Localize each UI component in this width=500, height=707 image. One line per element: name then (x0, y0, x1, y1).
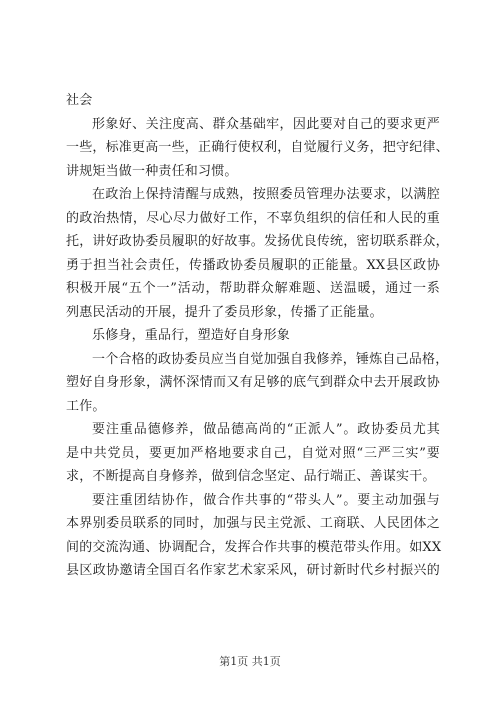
text-line: 形象好、关注度高、群众基础牢，因此要对自己的要求更严 (92, 116, 440, 132)
text-line: 在政治上保持清醒与成熟，按照委员管理办法要求，以满腔 (92, 187, 440, 202)
paragraph-p4 (66, 324, 440, 348)
text-line: 塑好自身形象，满怀深情而又有足够的底气到群众中去开展政协 (66, 375, 440, 390)
text-line: 列惠民活动的开展，提升了委员形象，传播了正能量。 (66, 304, 383, 320)
text-line: 工作。 (66, 398, 106, 414)
paragraph-p2 (66, 113, 449, 184)
text-line: 本界别委员联系的同时，加强与民主党派、工商联、人民团体之 (66, 516, 440, 531)
text-line: 县区政协邀请全国百名作家艺术家采风，研讨新时代乡村振兴的 (66, 563, 440, 578)
paragraph-p3 (66, 183, 449, 324)
text-line: 求，不断提高自身修养，做到信念坚定、品行端正、善谋实干。 (66, 469, 436, 484)
text-line: 的政治热情，尽心尽力做好工作，不辜负组织的信任和人民的重 (66, 210, 440, 226)
text-line: 积极开展“五个一”活动，帮助群众解难题、送温暖，通过一系 (66, 281, 440, 296)
paragraph-p1 (66, 89, 440, 113)
text-line: 社会 (66, 93, 93, 108)
text-line: 讲规矩当做一种责任和习惯。 (66, 163, 238, 179)
paragraph-p7 (66, 489, 440, 583)
text-line: 要注重团结协作，做合作共事的“带头人”。要主动加强与 (92, 492, 440, 508)
text-line: 间的交流沟通、协调配合，发挥合作共事的模范带头作用。如XX (66, 539, 442, 555)
text-line: 要注重品德修养，做品德高尚的“正派人”。政协委员尤其 (92, 422, 440, 437)
paragraph-p5 (66, 348, 449, 419)
text-line: 勇于担当社会责任，传播政协委员履职的正能量。XX县区政协 (66, 257, 440, 273)
text-line: 乐修身，重品行，塑造好自身形象 (92, 328, 291, 343)
paragraph-p6 (66, 418, 440, 489)
text-line: 托，讲好政协委员履职的好故事。发扬优良传统，密切联系群众， (66, 234, 449, 249)
text-line: 是中共党员，要更加严格地要求自己，自觉对照“三严三实”要 (66, 445, 440, 461)
text-line: 一些，标准更高一些，正确行使权利，自觉履行义务，把守纪律、 (66, 140, 449, 155)
document-body (66, 89, 449, 583)
text-line: 一个合格的政协委员应当自觉加强自我修养，锤炼自己品格， (92, 351, 449, 367)
page-footer: 第1页 共1页 (219, 655, 281, 668)
